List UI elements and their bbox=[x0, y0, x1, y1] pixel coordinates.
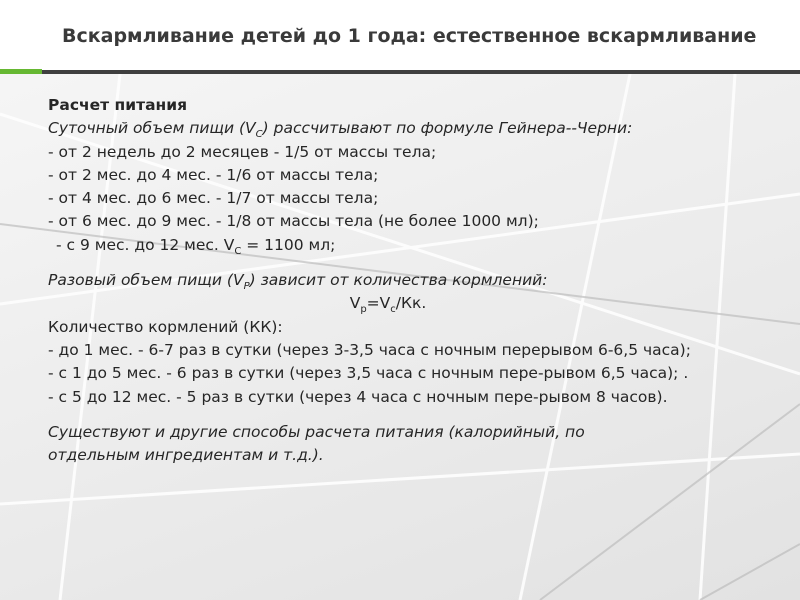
daily-rule: - от 2 мес. до 4 мес. - 1/6 от массы тела; bbox=[48, 165, 379, 184]
single-intro-text-end: ) зависит от количества кормлений: bbox=[249, 271, 548, 290]
formula-sub2: c bbox=[390, 304, 396, 316]
daily-intro-subscript: C bbox=[255, 129, 263, 141]
formula-sub1: p bbox=[360, 304, 367, 316]
feeding-rule: - с 1 до 5 мес. - 6 раз в сутки (через 3,5 часа с ночным пере-рывом 6,5 часа); . bbox=[48, 364, 689, 383]
daily-last-text: - с 9 мес. до 12 мес. V bbox=[56, 235, 235, 254]
daily-intro-text: Суточный объем пищи (V bbox=[48, 119, 256, 138]
section-heading: Расчет питания bbox=[48, 96, 188, 114]
single-volume-intro bbox=[48, 269, 788, 292]
formula-mid: =V bbox=[366, 294, 391, 313]
slide-title: Вскармливание детей до 1 года: естественное вскармливание bbox=[62, 25, 757, 47]
daily-volume-intro bbox=[48, 117, 788, 140]
spacer bbox=[48, 257, 788, 269]
daily-rule-last bbox=[48, 234, 788, 257]
daily-rule: - от 6 мес. до 9 мес. - 1/8 от массы тела (не более 1000 мл); bbox=[48, 212, 539, 231]
daily-last-subscript: C bbox=[234, 245, 242, 257]
note-line: Существуют и другие способы расчета питания (калорийный, по bbox=[48, 422, 585, 441]
formula-v1: V bbox=[349, 294, 361, 313]
spacer bbox=[48, 409, 788, 421]
daily-intro-text-end: ) рассчитывают по формуле Гейнера--Черни: bbox=[262, 119, 633, 138]
single-intro-text: Разовый объем пищи (V bbox=[48, 271, 244, 290]
daily-rule: - от 4 мес. до 6 мес. - 1/7 от массы тела; bbox=[48, 189, 379, 208]
formula bbox=[48, 292, 788, 315]
formula-end: /Кк. bbox=[395, 294, 427, 313]
daily-rule: - от 2 недель до 2 месяцев - 1/5 от массы тела; bbox=[48, 142, 437, 161]
content-body bbox=[48, 94, 788, 467]
single-intro-subscript: P bbox=[243, 281, 250, 293]
feeding-rule: - с 5 до 12 мес. - 5 раз в сутки (через 4 часа с ночным пере-рывом 8 часов). bbox=[48, 387, 668, 406]
daily-last-text-end: = 1100 мл; bbox=[241, 235, 336, 254]
feedings-heading: Количество кормлений (КК): bbox=[48, 317, 283, 336]
note-line: отдельным ингредиентам и т.д.). bbox=[48, 446, 324, 465]
feeding-rule: - до 1 мес. - 6-7 раз в сутки (через 3-3,5 часа с ночным перерывом 6-6,5 часа); bbox=[48, 340, 691, 359]
